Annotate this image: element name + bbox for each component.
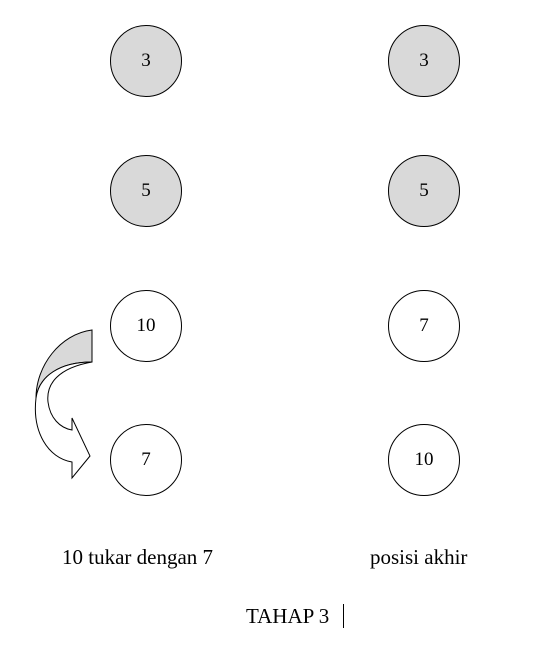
text-cursor — [343, 604, 344, 628]
left-node-3-value: 10 — [136, 315, 156, 336]
right-node-3 — [388, 290, 460, 362]
right-caption: posisi akhir — [370, 545, 468, 569]
left-node-4 — [110, 424, 182, 496]
left-node-2 — [110, 155, 182, 227]
right-node-1 — [388, 25, 460, 97]
right-node-3-value: 7 — [419, 315, 429, 336]
left-node-2-value: 5 — [141, 180, 151, 201]
right-node-2 — [388, 155, 460, 227]
left-node-1-value: 3 — [141, 50, 151, 71]
swap-arrow-icon — [28, 322, 98, 482]
right-node-2-value: 5 — [419, 180, 429, 201]
left-caption: 10 tukar dengan 7 — [62, 545, 214, 569]
right-node-1-value: 3 — [419, 50, 429, 71]
left-node-4-value: 7 — [141, 449, 151, 470]
swap-arrow-head — [35, 362, 92, 478]
right-node-4-value: 10 — [414, 449, 434, 470]
left-node-1 — [110, 25, 182, 97]
stage-title: TAHAP 3 — [246, 604, 330, 628]
right-node-4 — [388, 424, 460, 496]
left-node-3 — [110, 290, 182, 362]
